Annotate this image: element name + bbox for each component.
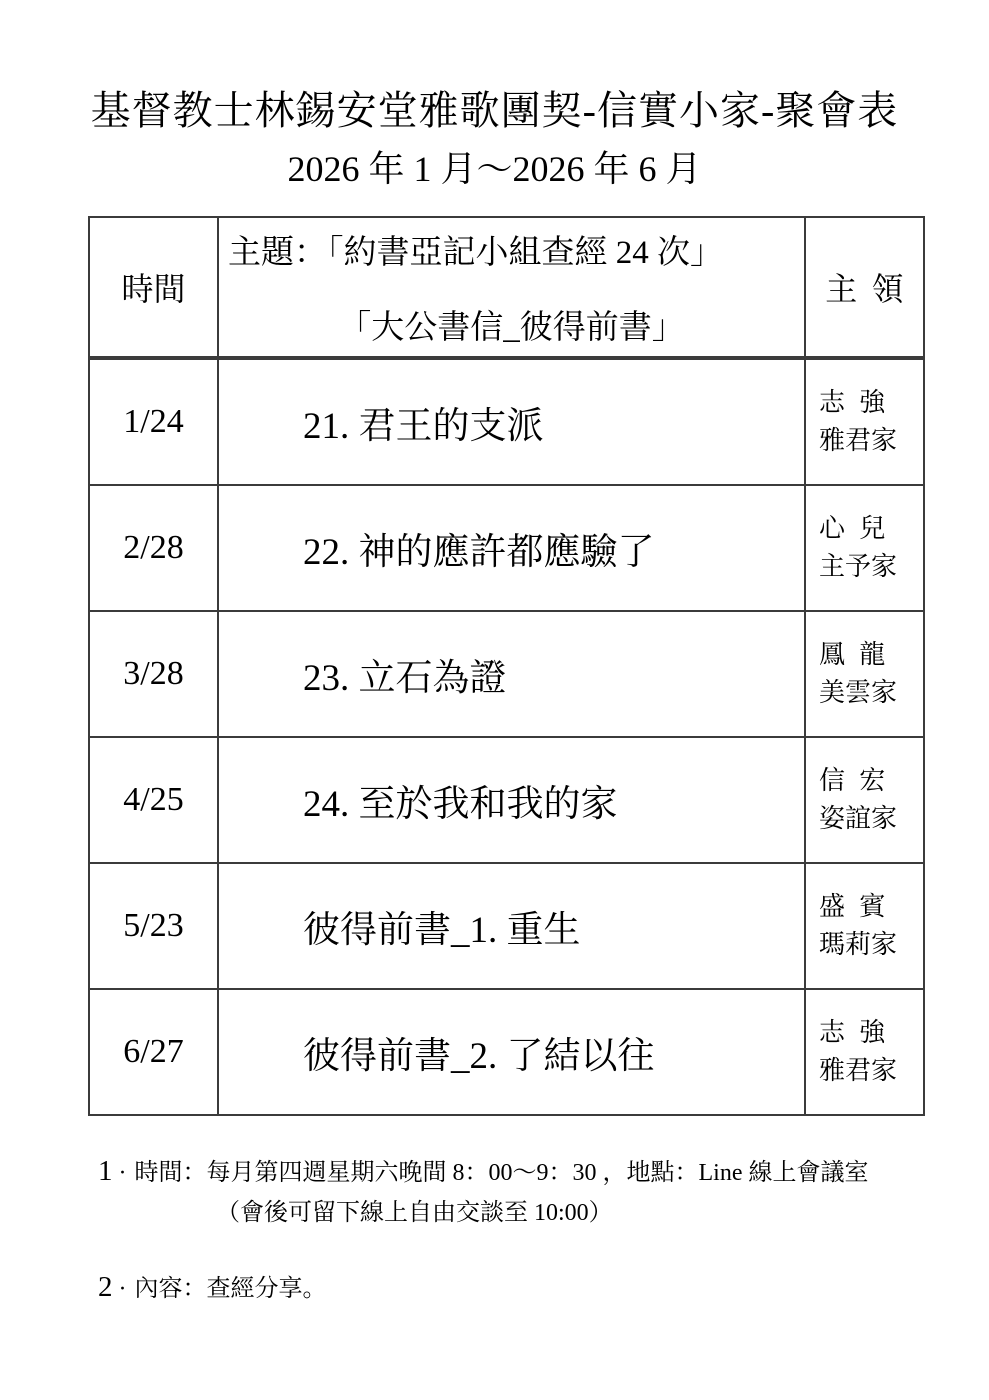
notes-section [98,1150,989,1309]
note-subtext: （會後可留下線上自由交談至 10:00） [216,1199,613,1226]
header-topic-line2: 「大公書信_彼得前書」 [338,309,685,346]
topic-cell: 22. 神的應許都應驗了 [218,485,805,611]
note-text: 內容：查經分享。 [134,1276,327,1303]
leader-cell [805,989,924,1115]
topic-cell: 23. 立石為證 [218,611,805,737]
leader-host-home: 雅君家 [819,1055,898,1085]
leader-name: 心兒 [819,513,900,543]
note-line [98,1150,989,1192]
date-cell: 6/27 [89,989,218,1115]
header-topic-line1: 主題：「約書亞記小組查經 24 次」 [228,234,723,271]
header-cell-topic [218,217,805,358]
table-row [89,737,924,863]
table-header-row [89,217,924,358]
leader-host-home: 姿誼家 [819,803,898,833]
note-separator: · [118,1276,127,1303]
leader-name: 盛賓 [819,891,900,921]
note-time-location [98,1150,989,1231]
table-row [89,989,924,1115]
topic-cell: 21. 君王的支派 [218,358,805,485]
leader-host-home: 美雲家 [819,677,898,707]
leader-host-home: 瑪莉家 [819,929,898,959]
schedule-table [88,216,925,1116]
header-cell-leader: 主領 [805,217,924,358]
table-row [89,358,924,485]
leader-cell [805,611,924,737]
note-text: 時間：每月第四週星期六晚間 8：00～9：30 ，地點：Line 線上會議室 [134,1159,869,1186]
note-line [98,1266,989,1308]
leader-name: 志強 [819,387,900,417]
leader-name: 鳳龍 [819,639,900,669]
note-content [98,1266,989,1308]
leader-host-home: 主予家 [819,551,898,581]
note-separator: · [118,1159,127,1186]
leader-cell [805,485,924,611]
date-cell: 4/25 [89,737,218,863]
header-cell-time: 時間 [89,217,218,358]
table-row [89,863,924,989]
date-cell: 3/28 [89,611,218,737]
leader-cell [805,358,924,485]
leader-name: 信宏 [819,765,900,795]
note-number: 2 [98,1271,113,1304]
topic-cell: 彼得前書_2. 了結以往 [218,989,805,1115]
date-cell: 2/28 [89,485,218,611]
topic-cell: 彼得前書_1. 重生 [218,863,805,989]
note-number: 1 [98,1154,113,1187]
leader-host-home: 雅君家 [819,425,898,455]
document-title: 基督教士林錫安堂雅歌團契-信實小家-聚會表 [90,88,899,133]
date-cell: 1/24 [89,358,218,485]
document-subtitle: 2026 年 1 月～2026 年 6 月 [287,149,702,189]
leader-cell [805,863,924,989]
topic-cell: 24. 至於我和我的家 [218,737,805,863]
date-cell: 5/23 [89,863,218,989]
table-row [89,485,924,611]
leader-name: 志強 [819,1017,900,1047]
table-row [89,611,924,737]
leader-cell [805,737,924,863]
